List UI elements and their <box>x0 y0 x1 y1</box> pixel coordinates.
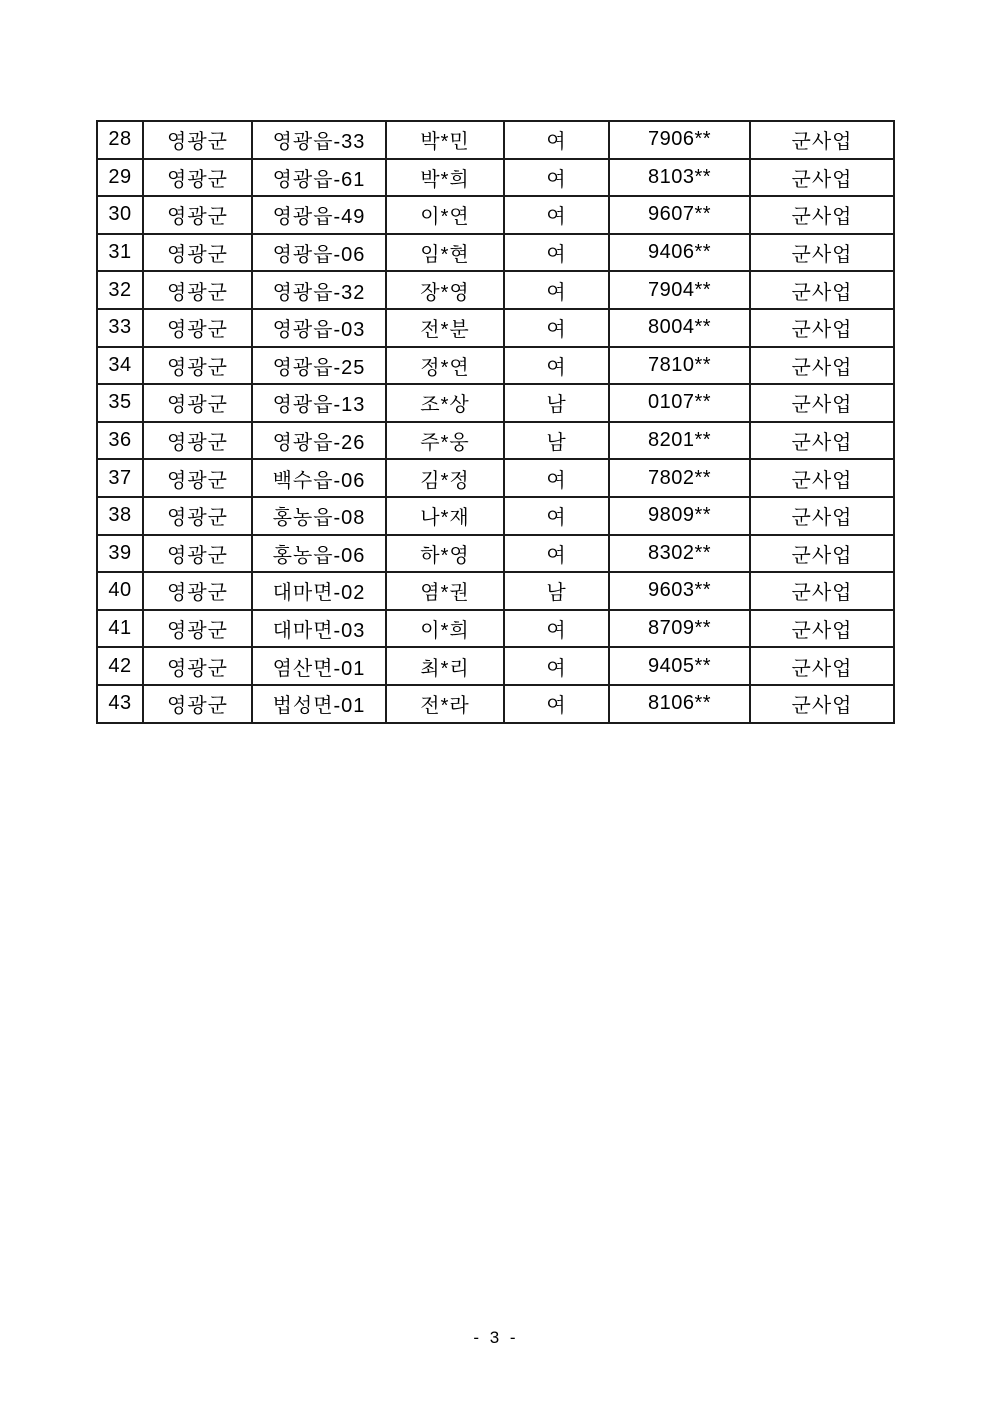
cell-precinct: 영광읍-25 <box>252 347 386 385</box>
cell-category: 군사업 <box>750 422 894 460</box>
cell-no: 43 <box>97 685 143 723</box>
cell-district: 영광군 <box>143 234 252 272</box>
cell-district: 영광군 <box>143 159 252 197</box>
cell-gender: 여 <box>504 685 609 723</box>
cell-district: 영광군 <box>143 121 252 159</box>
cell-no: 32 <box>97 271 143 309</box>
cell-birth: 8106** <box>609 685 750 723</box>
cell-no: 39 <box>97 535 143 573</box>
cell-name: 임*현 <box>386 234 504 272</box>
roster-table-body <box>97 121 894 723</box>
roster-table <box>96 120 895 724</box>
cell-no: 33 <box>97 309 143 347</box>
cell-district: 영광군 <box>143 347 252 385</box>
cell-district: 영광군 <box>143 459 252 497</box>
cell-no: 30 <box>97 196 143 234</box>
cell-precinct: 법성면-01 <box>252 685 386 723</box>
cell-gender: 여 <box>504 459 609 497</box>
cell-category: 군사업 <box>750 196 894 234</box>
cell-gender: 남 <box>504 572 609 610</box>
table-row <box>97 159 894 197</box>
cell-name: 최*리 <box>386 647 504 685</box>
cell-gender: 여 <box>504 347 609 385</box>
table-row <box>97 647 894 685</box>
cell-birth: 7904** <box>609 271 750 309</box>
cell-name: 장*영 <box>386 271 504 309</box>
cell-birth: 7802** <box>609 459 750 497</box>
cell-birth: 7810** <box>609 347 750 385</box>
cell-category: 군사업 <box>750 459 894 497</box>
cell-precinct: 대마면-03 <box>252 610 386 648</box>
cell-no: 42 <box>97 647 143 685</box>
cell-precinct: 홍농읍-06 <box>252 535 386 573</box>
cell-gender: 여 <box>504 535 609 573</box>
cell-precinct: 홍농읍-08 <box>252 497 386 535</box>
table-row <box>97 347 894 385</box>
cell-precinct: 영광읍-49 <box>252 196 386 234</box>
cell-category: 군사업 <box>750 384 894 422</box>
cell-district: 영광군 <box>143 196 252 234</box>
cell-gender: 여 <box>504 234 609 272</box>
cell-gender: 여 <box>504 159 609 197</box>
cell-precinct: 영광읍-03 <box>252 309 386 347</box>
table-row <box>97 234 894 272</box>
cell-district: 영광군 <box>143 647 252 685</box>
cell-category: 군사업 <box>750 234 894 272</box>
cell-category: 군사업 <box>750 497 894 535</box>
cell-name: 조*상 <box>386 384 504 422</box>
cell-precinct: 영광읍-13 <box>252 384 386 422</box>
cell-category: 군사업 <box>750 159 894 197</box>
cell-birth: 9405** <box>609 647 750 685</box>
cell-gender: 여 <box>504 309 609 347</box>
cell-name: 박*민 <box>386 121 504 159</box>
cell-category: 군사업 <box>750 121 894 159</box>
table-row <box>97 459 894 497</box>
cell-precinct: 대마면-02 <box>252 572 386 610</box>
cell-gender: 여 <box>504 647 609 685</box>
cell-birth: 8302** <box>609 535 750 573</box>
page-number: - 3 - <box>473 1328 519 1347</box>
cell-district: 영광군 <box>143 309 252 347</box>
table-row <box>97 309 894 347</box>
cell-district: 영광군 <box>143 535 252 573</box>
table-row <box>97 610 894 648</box>
cell-district: 영광군 <box>143 610 252 648</box>
cell-district: 영광군 <box>143 497 252 535</box>
cell-birth: 9607** <box>609 196 750 234</box>
cell-no: 38 <box>97 497 143 535</box>
table-row <box>97 196 894 234</box>
cell-name: 염*권 <box>386 572 504 610</box>
cell-name: 주*웅 <box>386 422 504 460</box>
cell-name: 김*정 <box>386 459 504 497</box>
cell-birth: 9406** <box>609 234 750 272</box>
cell-no: 40 <box>97 572 143 610</box>
cell-name: 박*희 <box>386 159 504 197</box>
cell-precinct: 영광읍-61 <box>252 159 386 197</box>
cell-precinct: 영광읍-32 <box>252 271 386 309</box>
table-row <box>97 572 894 610</box>
cell-birth: 0107** <box>609 384 750 422</box>
cell-category: 군사업 <box>750 610 894 648</box>
cell-category: 군사업 <box>750 647 894 685</box>
table-row <box>97 271 894 309</box>
cell-precinct: 영광읍-33 <box>252 121 386 159</box>
table-row <box>97 685 894 723</box>
cell-no: 28 <box>97 121 143 159</box>
table-row <box>97 535 894 573</box>
cell-name: 이*희 <box>386 610 504 648</box>
cell-gender: 남 <box>504 384 609 422</box>
cell-gender: 여 <box>504 121 609 159</box>
cell-category: 군사업 <box>750 535 894 573</box>
cell-gender: 여 <box>504 271 609 309</box>
cell-gender: 여 <box>504 196 609 234</box>
cell-name: 나*재 <box>386 497 504 535</box>
cell-no: 37 <box>97 459 143 497</box>
cell-name: 전*라 <box>386 685 504 723</box>
cell-no: 41 <box>97 610 143 648</box>
cell-precinct: 백수읍-06 <box>252 459 386 497</box>
cell-birth: 8201** <box>609 422 750 460</box>
cell-name: 이*연 <box>386 196 504 234</box>
table-row <box>97 121 894 159</box>
table-row <box>97 422 894 460</box>
cell-category: 군사업 <box>750 685 894 723</box>
cell-precinct: 영광읍-26 <box>252 422 386 460</box>
cell-category: 군사업 <box>750 271 894 309</box>
cell-no: 36 <box>97 422 143 460</box>
cell-birth: 7906** <box>609 121 750 159</box>
cell-name: 하*영 <box>386 535 504 573</box>
cell-no: 35 <box>97 384 143 422</box>
cell-no: 29 <box>97 159 143 197</box>
cell-district: 영광군 <box>143 422 252 460</box>
cell-gender: 여 <box>504 610 609 648</box>
cell-precinct: 영광읍-06 <box>252 234 386 272</box>
cell-category: 군사업 <box>750 572 894 610</box>
cell-birth: 9603** <box>609 572 750 610</box>
cell-gender: 여 <box>504 497 609 535</box>
table-row <box>97 497 894 535</box>
cell-birth: 8709** <box>609 610 750 648</box>
cell-gender: 남 <box>504 422 609 460</box>
table-row <box>97 384 894 422</box>
cell-district: 영광군 <box>143 572 252 610</box>
cell-district: 영광군 <box>143 271 252 309</box>
cell-no: 31 <box>97 234 143 272</box>
cell-birth: 8004** <box>609 309 750 347</box>
cell-district: 영광군 <box>143 685 252 723</box>
cell-district: 영광군 <box>143 384 252 422</box>
cell-birth: 8103** <box>609 159 750 197</box>
cell-name: 전*분 <box>386 309 504 347</box>
cell-precinct: 염산면-01 <box>252 647 386 685</box>
cell-no: 34 <box>97 347 143 385</box>
cell-birth: 9809** <box>609 497 750 535</box>
cell-category: 군사업 <box>750 347 894 385</box>
cell-name: 정*연 <box>386 347 504 385</box>
cell-category: 군사업 <box>750 309 894 347</box>
